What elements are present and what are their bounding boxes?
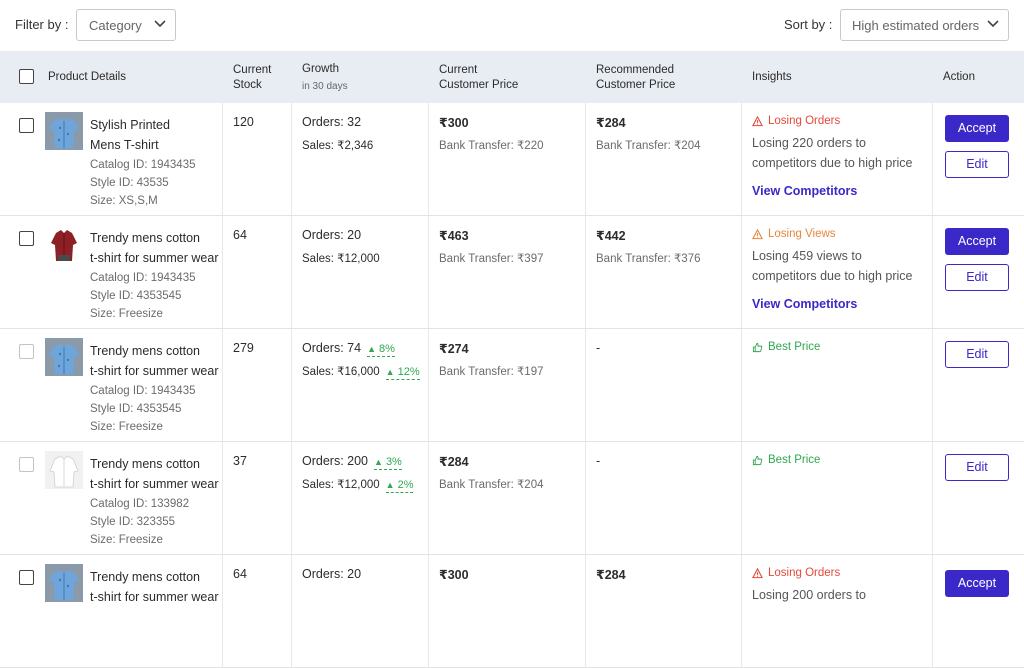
bank-transfer: Bank Transfer: ₹397 xyxy=(439,253,544,265)
trend-up-icon: ▲ xyxy=(374,457,383,467)
accept-button[interactable]: Accept xyxy=(945,228,1009,255)
size: Size: Freesize xyxy=(90,534,163,546)
row-checkbox[interactable] xyxy=(19,570,34,585)
edit-button[interactable]: Edit xyxy=(945,151,1009,178)
chevron-down-icon xyxy=(153,19,167,29)
catalog-id: Catalog ID: 133982 xyxy=(90,498,190,510)
table-header xyxy=(0,51,1024,103)
recommended-price: ₹284 xyxy=(596,568,626,582)
header-stock xyxy=(233,63,271,93)
header-price-line1: Current xyxy=(439,64,478,76)
product-meta xyxy=(90,382,196,436)
table-row xyxy=(0,216,1024,329)
current-price: ₹463 xyxy=(439,229,469,243)
size: Size: XS,S,M xyxy=(90,195,158,207)
filter-value: Category xyxy=(89,18,142,33)
header-insights: Insights xyxy=(752,71,792,83)
header-recommended-line2: Customer Price xyxy=(596,79,676,91)
filter-dropdown[interactable] xyxy=(76,9,176,41)
catalog-id: Catalog ID: 1943435 xyxy=(90,272,196,284)
insight-title: Losing Orders xyxy=(752,567,840,579)
header-price-line2: Customer Price xyxy=(439,79,519,91)
insight-description: Losing 220 orders to competitors due to high price xyxy=(752,136,913,170)
size: Size: Freesize xyxy=(90,308,163,320)
product-thumbnail xyxy=(45,112,83,150)
warning-icon xyxy=(752,568,763,579)
table-row xyxy=(0,329,1024,442)
recommended-price: ₹284 xyxy=(596,116,626,130)
product-name[interactable]: Trendy mens cotton t-shirt for summer wear xyxy=(90,344,219,378)
orders-value: Orders: 20 xyxy=(302,228,362,242)
header-growth-sub: in 30 days xyxy=(302,81,348,92)
filter-label: Filter by : xyxy=(15,17,69,32)
stock-value: 120 xyxy=(233,115,254,129)
stock-value: 64 xyxy=(233,567,247,581)
accept-button[interactable]: Accept xyxy=(945,570,1009,597)
stock-value: 279 xyxy=(233,341,254,355)
product-meta xyxy=(90,269,196,323)
sort-dropdown[interactable] xyxy=(840,9,1009,41)
sales-value: Sales: ₹12,000 xyxy=(302,253,380,265)
product-thumbnail xyxy=(45,564,83,602)
current-price: ₹300 xyxy=(439,568,469,582)
stock-value: 64 xyxy=(233,228,247,242)
header-product: Product Details xyxy=(48,71,126,83)
trend-up-icon: ▲ xyxy=(385,367,395,377)
style-id: Style ID: 4353545 xyxy=(90,403,182,415)
orders-trend: ▲ 8% xyxy=(367,343,395,355)
trend-up-icon: ▲ xyxy=(385,480,395,490)
product-name[interactable]: Trendy mens cotton t-shirt for summer wear xyxy=(90,570,219,604)
bank-transfer: Bank Transfer: ₹204 xyxy=(439,479,544,491)
header-action: Action xyxy=(943,71,975,83)
style-id: Style ID: 43535 xyxy=(90,177,169,189)
sort-value: High estimated orders xyxy=(852,18,980,33)
current-price: ₹274 xyxy=(439,342,469,356)
product-thumbnail xyxy=(45,225,83,263)
select-all-checkbox[interactable] xyxy=(19,69,34,84)
sort-label: Sort by : xyxy=(784,17,833,32)
product-thumbnail xyxy=(45,451,83,489)
row-checkbox[interactable] xyxy=(19,118,34,133)
product-name[interactable]: Trendy mens cotton t-shirt for summer wear xyxy=(90,457,219,491)
recommended-price: ₹442 xyxy=(596,229,626,243)
product-thumbnail xyxy=(45,338,83,376)
product-name[interactable]: Trendy mens cotton t-shirt for summer wear xyxy=(90,231,219,265)
style-id: Style ID: 4353545 xyxy=(90,290,182,302)
warning-icon xyxy=(752,229,763,240)
stock-value: 37 xyxy=(233,454,247,468)
sales-value: Sales: ₹12,000 ▲ 2% xyxy=(302,479,414,491)
sales-trend: ▲ 12% xyxy=(385,366,420,378)
recommended-bank-transfer: Bank Transfer: ₹204 xyxy=(596,140,701,152)
style-id: Style ID: 323355 xyxy=(90,516,176,528)
thumbs-up-icon xyxy=(752,342,763,353)
row-checkbox[interactable] xyxy=(19,344,34,359)
orders-trend: ▲ 3% xyxy=(374,456,402,468)
edit-button[interactable]: Edit xyxy=(945,454,1009,481)
view-competitors-link[interactable]: View Competitors xyxy=(752,297,858,311)
warning-icon xyxy=(752,116,763,127)
insight-title: Best Price xyxy=(752,454,820,466)
insight-description: Losing 459 views to competitors due to high price xyxy=(752,249,913,283)
bank-transfer: Bank Transfer: ₹197 xyxy=(439,366,544,378)
current-price: ₹300 xyxy=(439,116,469,130)
table-row xyxy=(0,442,1024,555)
header-price xyxy=(439,63,518,93)
row-checkbox[interactable] xyxy=(19,457,34,472)
orders-value: Orders: 200 ▲ 3% xyxy=(302,454,402,468)
product-meta xyxy=(90,495,189,549)
view-competitors-link[interactable]: View Competitors xyxy=(752,184,858,198)
recommended-price: - xyxy=(596,341,601,355)
edit-button[interactable]: Edit xyxy=(945,264,1009,291)
sales-value: Sales: ₹2,346 xyxy=(302,140,374,152)
toolbar xyxy=(0,0,1024,51)
insight-title: Losing Views xyxy=(752,228,836,240)
header-growth xyxy=(302,62,348,94)
size: Size: Freesize xyxy=(90,421,163,433)
recommended-price: - xyxy=(596,454,601,468)
product-meta xyxy=(90,156,196,210)
orders-value: Orders: 20 xyxy=(302,567,362,581)
insight-description: Losing 200 orders to xyxy=(752,588,866,602)
insight-title: Losing Orders xyxy=(752,115,840,127)
table-row xyxy=(0,103,1024,216)
sales-trend: ▲ 2% xyxy=(385,479,414,491)
sales-value: Sales: ₹16,000 ▲ 12% xyxy=(302,366,420,378)
header-recommended xyxy=(596,63,675,93)
catalog-id: Catalog ID: 1943435 xyxy=(90,385,196,397)
header-recommended-line1: Recommended xyxy=(596,64,674,76)
orders-value: Orders: 32 xyxy=(302,115,362,129)
catalog-id: Catalog ID: 1943435 xyxy=(90,159,196,171)
header-stock-line2: Stock xyxy=(233,79,262,91)
header-growth-title: Growth xyxy=(302,63,340,75)
chevron-down-icon xyxy=(986,19,1000,29)
row-checkbox[interactable] xyxy=(19,231,34,246)
orders-value: Orders: 74 ▲ 8% xyxy=(302,341,395,355)
accept-button[interactable]: Accept xyxy=(945,115,1009,142)
thumbs-up-icon xyxy=(752,455,763,466)
edit-button[interactable]: Edit xyxy=(945,341,1009,368)
recommended-bank-transfer: Bank Transfer: ₹376 xyxy=(596,253,701,265)
bank-transfer: Bank Transfer: ₹220 xyxy=(439,140,544,152)
trend-up-icon: ▲ xyxy=(367,344,376,354)
product-name[interactable]: Stylish Printed Mens T-shirt xyxy=(90,118,170,152)
table-row xyxy=(0,555,1024,668)
header-stock-line1: Current xyxy=(233,64,272,76)
insight-title: Best Price xyxy=(752,341,820,353)
current-price: ₹284 xyxy=(439,455,469,469)
